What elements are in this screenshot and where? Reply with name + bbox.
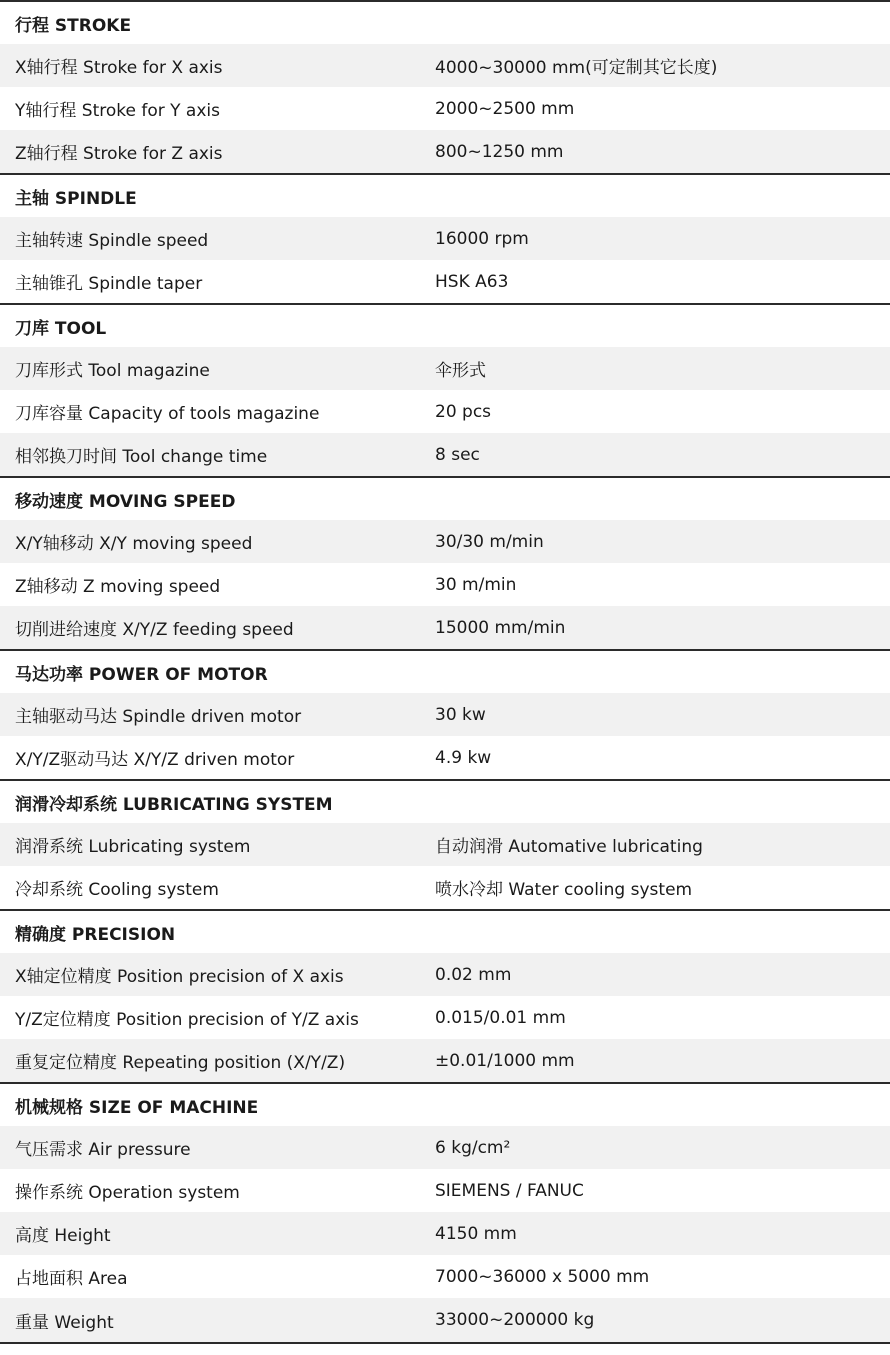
row-value: 15000 mm/min [435,617,566,638]
row-label: 操作系统 Operation system [15,1183,240,1203]
row-label: X轴定位精度 Position precision of X axis [15,967,344,987]
table-row [0,996,890,1039]
section-moving-speed [0,478,890,651]
section-tool [0,305,890,478]
table-row [0,1255,890,1298]
table-row [0,520,890,563]
row-label: 主轴锥孔 Spindle taper [15,274,203,294]
row-label: 主轴驱动马达 Spindle driven motor [15,707,302,727]
table-row [0,1039,890,1082]
section-size-of-machine [0,1084,890,1344]
section-title: 主轴 SPINDLE [0,175,890,217]
row-label: 刀库形式 Tool magazine [15,361,210,381]
row-label: 重量 Weight [15,1312,114,1333]
section-title: 移动速度 MOVING SPEED [0,478,890,520]
row-label: 冷却系统 Cooling system [15,880,219,900]
table-row [0,1126,890,1169]
row-value: 2000~2500 mm [435,98,575,119]
row-value: ±0.01/1000 mm [435,1050,575,1071]
row-value: 0.02 mm [435,964,512,985]
row-value: 7000~36000 x 5000 mm [435,1266,650,1287]
row-label: 高度 Height [15,1226,111,1246]
table-row [0,217,890,260]
table-row [0,433,890,476]
row-value: 伞形式 [435,361,486,381]
row-value: 6 kg/cm² [435,1137,511,1158]
row-value: 8 sec [435,444,480,465]
table-row [0,953,890,996]
row-label: 重复定位精度 Repeating position (X/Y/Z) [15,1053,346,1073]
table-row [0,1298,890,1342]
row-value: 30/30 m/min [435,531,544,552]
section-title: 机械规格 SIZE OF MACHINE [0,1084,890,1126]
table-row [0,1169,890,1212]
row-value: 20 pcs [435,401,492,422]
table-row [0,44,890,87]
table-row [0,563,890,606]
table-row [0,866,890,909]
row-value: 30 kw [435,704,486,725]
row-value: SIEMENS / FANUC [435,1180,584,1201]
section-lubricating-system [0,781,890,911]
row-value: 16000 rpm [435,228,529,249]
table-row [0,87,890,130]
row-label: Y轴行程 Stroke for Y axis [15,101,220,121]
row-value: 0.015/0.01 mm [435,1007,566,1028]
row-value: 喷水冷却 Water cooling system [435,880,693,900]
row-label: X/Y/Z驱动马达 X/Y/Z driven motor [15,750,295,770]
row-label: 气压需求 Air pressure [15,1140,191,1160]
row-label: Z轴行程 Stroke for Z axis [15,144,223,164]
section-precision [0,911,890,1084]
table-row [0,606,890,649]
section-title: 润滑冷却系统 LUBRICATING SYSTEM [0,781,890,823]
section-spindle [0,175,890,305]
row-label: Y/Z定位精度 Position precision of Y/Z axis [15,1010,359,1030]
row-label: 润滑系统 Lubricating system [15,837,251,857]
table-row [0,823,890,866]
section-title: 精确度 PRECISION [0,911,890,953]
row-label: 主轴转速 Spindle speed [15,231,209,251]
row-label: 切削进给速度 X/Y/Z feeding speed [15,620,294,640]
row-label: Z轴移动 Z moving speed [15,577,221,597]
table-row [0,130,890,173]
table-row [0,347,890,390]
section-power-of-motor [0,651,890,781]
table-row [0,693,890,736]
row-label: 占地面积 Area [15,1269,128,1289]
row-label: 相邻换刀时间 Tool change time [15,447,268,467]
table-row [0,390,890,433]
row-label: X/Y轴移动 X/Y moving speed [15,534,253,554]
row-value: 4000~30000 mm(可定制其它长度) [435,58,718,78]
row-value: 800~1250 mm [435,141,564,162]
table-row [0,260,890,303]
row-value: 30 m/min [435,574,517,595]
section-stroke [0,2,890,175]
table-row [0,736,890,779]
row-value: HSK A63 [435,271,509,292]
section-title: 行程 STROKE [0,2,890,44]
section-title: 刀库 TOOL [0,305,890,347]
row-value: 自动润滑 Automative lubricating [435,837,703,857]
row-value: 4150 mm [435,1223,517,1244]
row-label: X轴行程 Stroke for X axis [15,58,223,78]
section-title: 马达功率 POWER OF MOTOR [0,651,890,693]
table-row [0,1212,890,1255]
row-value: 4.9 kw [435,747,492,768]
row-label: 刀库容量 Capacity of tools magazine [15,404,320,424]
row-value: 33000~200000 kg [435,1310,595,1330]
